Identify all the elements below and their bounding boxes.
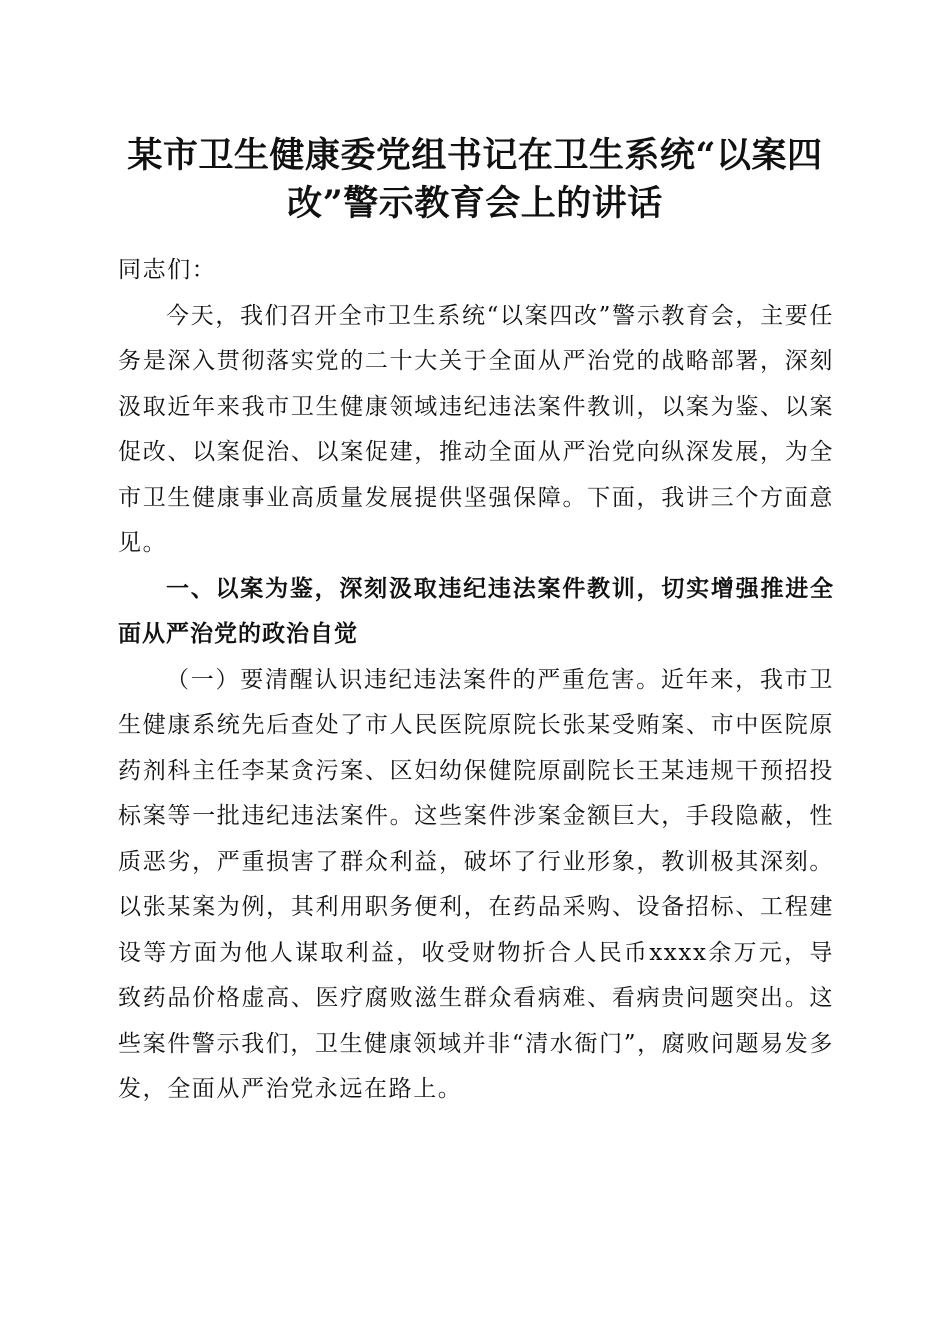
salutation: 同志们： (118, 257, 217, 283)
document-body (118, 248, 834, 1113)
intro-paragraph: 今天，我们召开全市卫生系统“以案四改”警示教育会，主要任务是深入贯彻落实党的二十大关于全面从严治党的战略部署，深刻汲取近年来我市卫生健康领域违纪违法案件教训，以案为鉴、以案促改、以案促治、以案促建，推动全面从严治党向纵深发展，为全市卫生健康事业高质量发展提供坚强保障。下面，我讲三个方面意见。 (118, 302, 834, 556)
document-title: 某市卫生健康委党组书记在卫生系统“以案四改”警示教育会上的讲话 (127, 135, 823, 224)
section-heading: 一、以案为鉴，深刻汲取违纪违法案件教训，切实增强推进全面从严治党的政治自觉 (118, 575, 834, 647)
subsection-paragraph: （一）要清醒认识违纪违法案件的严重危害。近年来，我市卫生健康系统先后查处了市人民医院原院长张某受贿案、市中医院原药剂科主任李某贪污案、区妇幼保健院原副院长王某违规干预招投标案等一批违纪违法案件。这些案件涉案金额巨大，手段隐蔽，性质恶劣，严重损害了群众利益，破坏了行业形象，教训极其深刻。以张某案为例，其利用职务便利，在药品采购、设备招标、工程建设等方面为他人谋取利益，收受财物折合人民币xxxx余万元，导致药品价格虚高、医疗腐败滋生群众看病难、看病贵问题突出。这些案件警示我们，卫生健康领域并非“清水衙门”，腐败问题易发多发，全面从严治党永远在路上。 (118, 666, 834, 1102)
